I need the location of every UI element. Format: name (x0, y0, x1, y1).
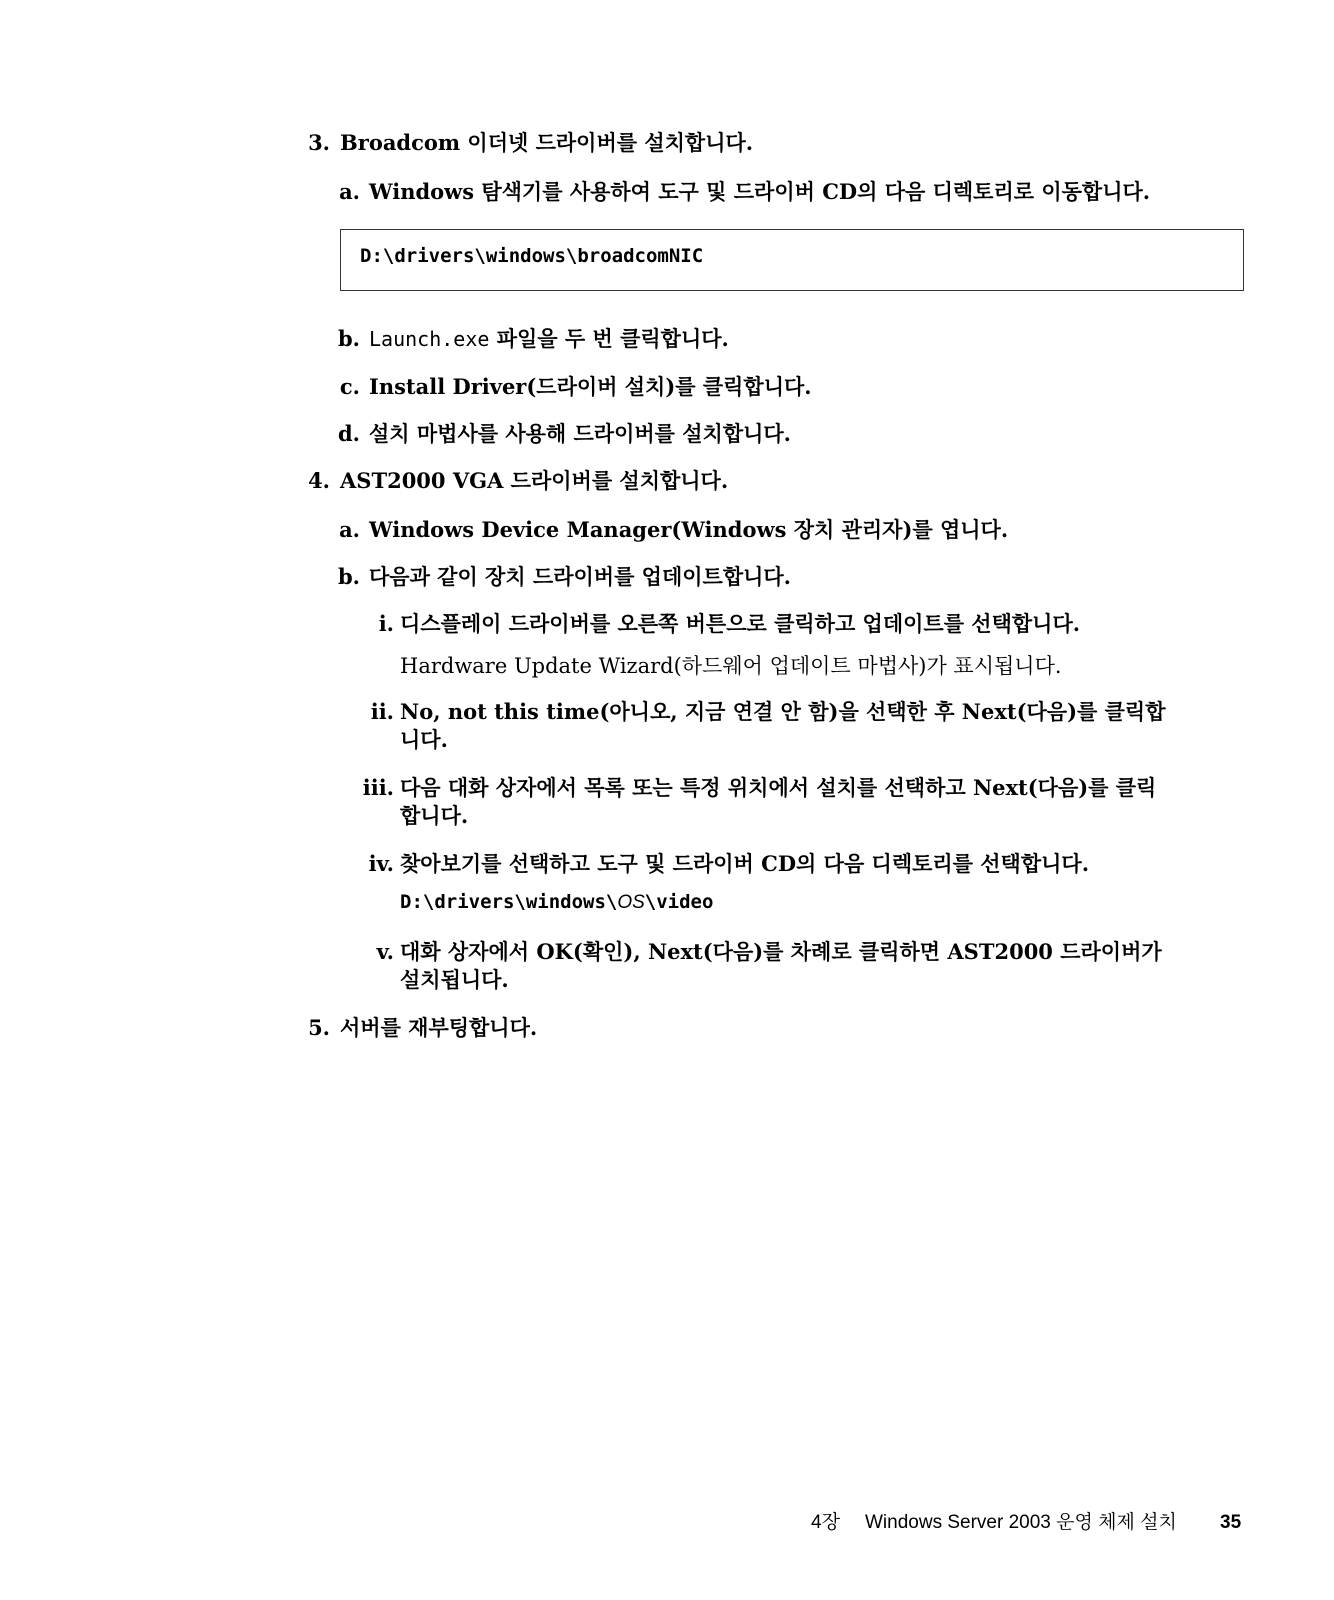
substep-text: Install Driver(드라이버 설치)를 클릭합니다. (369, 374, 812, 399)
substep-text: 찾아보기를 선택하고 도구 및 드라이버 CD의 다음 디렉토리를 선택합니다. (400, 851, 1090, 876)
roman-numeral: v. (376, 939, 394, 964)
roman-numeral: ii. (370, 699, 394, 724)
directory-path: D:\drivers\windows\broadcomNIC (360, 245, 704, 267)
roman-numeral: i. (378, 611, 394, 636)
substep-letter: d. (338, 421, 360, 446)
substep-text: Windows Device Manager(Windows 장치 관리자)를 엽니다. (369, 517, 1009, 542)
substep-text: 디스플레이 드라이버를 오른쪽 버튼으로 클릭하고 업데이트를 선택합니다. (400, 611, 1081, 636)
step-number: 3. (308, 130, 330, 155)
substep-letter: a. (339, 179, 360, 204)
result-note: Hardware Update Wizard(하드웨어 업데이트 마법사)가 표시됩니다. (400, 654, 1062, 678)
substep-text: No, not this time(아니오, 지금 연결 안 함)을 선택한 후 Next(다음)를 클릭합 (400, 699, 1166, 724)
roman-numeral: iii. (362, 775, 394, 800)
file-name: Launch.exe (369, 327, 490, 351)
placeholder-os: OS (617, 892, 645, 913)
substep-letter: b. (338, 326, 360, 351)
substep-letter: a. (339, 517, 360, 542)
step-text: 서버를 재부팅합니다. (340, 1015, 538, 1040)
step-text: AST2000 VGA 드라이버를 설치합니다. (340, 468, 729, 493)
roman-numeral: iv. (368, 851, 394, 876)
substep-letter: b. (338, 564, 360, 589)
substep-text: 다음과 같이 장치 드라이버를 업데이트합니다. (369, 564, 791, 589)
substep-letter: c. (339, 374, 360, 399)
substep-text-cont: 설치됩니다. (400, 967, 509, 992)
substep-text: 다음 대화 상자에서 목록 또는 특정 위치에서 설치를 선택하고 Next(다음)를 클릭 (400, 775, 1157, 800)
substep-text: 설치 마법사를 사용해 드라이버를 설치합니다. (369, 421, 791, 446)
code-block (340, 229, 1244, 291)
substep-text: 대화 상자에서 OK(확인), Next(다음)를 차례로 클릭하면 AST2000 드라이버가 (400, 939, 1162, 964)
step-number: 5. (308, 1015, 330, 1040)
substep-text: Launch.exe 파일을 두 번 클릭합니다. (369, 326, 729, 351)
page-number: 35 (1220, 1512, 1242, 1533)
chapter-title: Windows Server 2003 운영 체제 설치 (865, 1512, 1177, 1533)
step-text: Broadcom 이더넷 드라이버를 설치합니다. (340, 130, 754, 155)
substep-text-cont: 니다. (400, 727, 448, 752)
chapter-label: 4장 (811, 1512, 840, 1533)
step-number: 4. (308, 468, 330, 493)
substep-text-cont: 합니다. (400, 803, 469, 828)
directory-path: D:\drivers\windows\OS\video (400, 891, 714, 913)
substep-text: Windows 탐색기를 사용하여 도구 및 드라이버 CD의 다음 디렉토리로 이동합니다. (369, 179, 1151, 204)
